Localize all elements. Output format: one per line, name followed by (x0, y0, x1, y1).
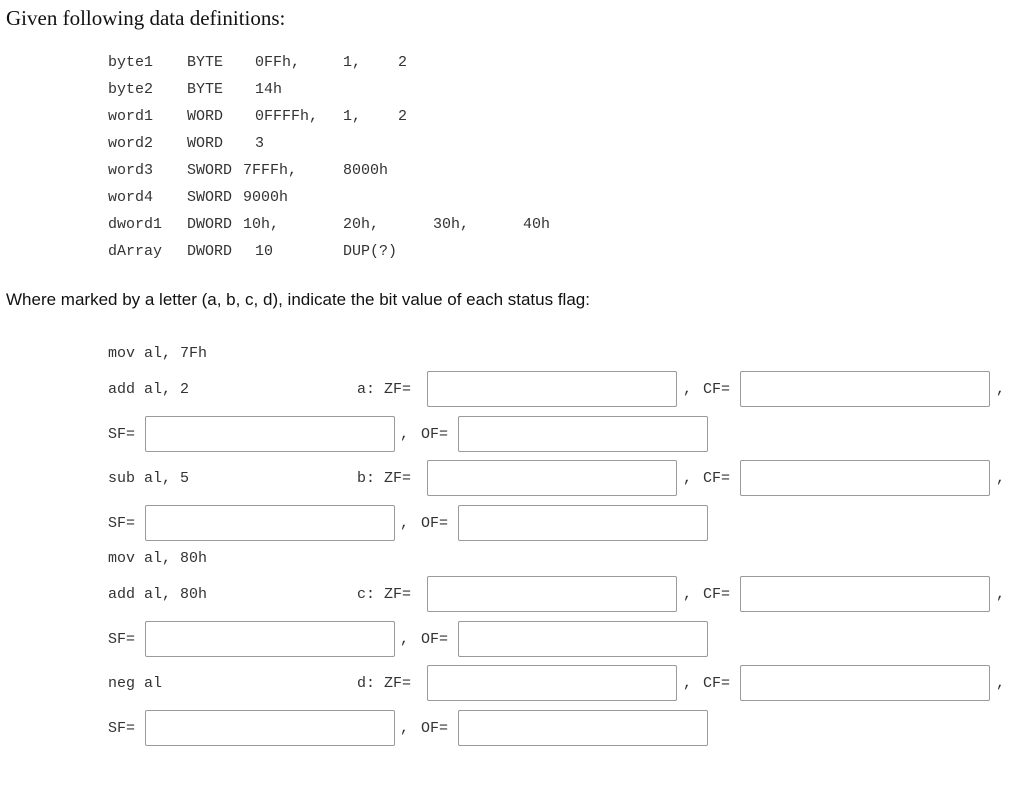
def-value: 3 (255, 135, 265, 152)
flag-label-a-zf: a: ZF= (357, 381, 412, 398)
flag-label-cf: CF= (703, 675, 731, 692)
def-name: dword1 (108, 216, 163, 233)
flag-label-of: OF= (421, 720, 449, 737)
c-cf-input[interactable] (740, 576, 990, 612)
flag-label-b-zf: b: ZF= (357, 470, 412, 487)
def-type: SWORD (187, 189, 233, 206)
def-name: word2 (108, 135, 154, 152)
c-sf-input[interactable] (145, 621, 395, 657)
a-sf-input[interactable] (145, 416, 395, 452)
comma: , (996, 470, 1006, 487)
code-line: add al, 2 (108, 381, 190, 398)
def-type: DWORD (187, 216, 233, 233)
def-name: byte1 (108, 54, 154, 71)
comma: , (400, 631, 410, 648)
d-zf-input[interactable] (427, 665, 677, 701)
b-sf-input[interactable] (145, 505, 395, 541)
flag-label-c-zf: c: ZF= (357, 586, 412, 603)
def-type: BYTE (187, 54, 224, 71)
b-of-input[interactable] (458, 505, 708, 541)
flag-label-of: OF= (421, 515, 449, 532)
flag-label-of: OF= (421, 426, 449, 443)
a-of-input[interactable] (458, 416, 708, 452)
def-name: dArray (108, 243, 163, 260)
def-value: 2 (398, 108, 408, 125)
def-value: 0FFFFh, (255, 108, 319, 125)
def-name: word4 (108, 189, 154, 206)
def-value: 10 (255, 243, 274, 260)
page-heading: Given following data definitions: (6, 6, 286, 30)
def-type: WORD (187, 135, 224, 152)
flag-label-d-zf: d: ZF= (357, 675, 412, 692)
comma: , (400, 515, 410, 532)
def-value: 1, (343, 54, 362, 71)
comma: , (400, 720, 410, 737)
def-value: 2 (398, 54, 408, 71)
def-value: 40h (523, 216, 551, 233)
def-value: DUP(?) (343, 243, 398, 260)
code-line: neg al (108, 675, 163, 692)
d-cf-input[interactable] (740, 665, 990, 701)
flag-label-sf: SF= (108, 426, 136, 443)
def-value: 10h, (243, 216, 280, 233)
def-name: word3 (108, 162, 154, 179)
c-zf-input[interactable] (427, 576, 677, 612)
comma: , (683, 381, 693, 398)
def-value: 0FFh, (255, 54, 301, 71)
comma: , (996, 381, 1006, 398)
code-line: add al, 80h (108, 586, 208, 603)
b-zf-input[interactable] (427, 460, 677, 496)
d-of-input[interactable] (458, 710, 708, 746)
c-of-input[interactable] (458, 621, 708, 657)
def-value: 14h (255, 81, 283, 98)
def-type: BYTE (187, 81, 224, 98)
comma: , (996, 675, 1006, 692)
def-value: 1, (343, 108, 362, 125)
def-name: word1 (108, 108, 154, 125)
def-value: 30h, (433, 216, 470, 233)
d-sf-input[interactable] (145, 710, 395, 746)
flag-label-cf: CF= (703, 381, 731, 398)
flag-label-sf: SF= (108, 720, 136, 737)
def-name: byte2 (108, 81, 154, 98)
instruction-text: Where marked by a letter (a, b, c, d), indicate the bit value of each status flag: (6, 290, 590, 309)
a-cf-input[interactable] (740, 371, 990, 407)
comma: , (683, 470, 693, 487)
code-line: sub al, 5 (108, 470, 190, 487)
def-type: SWORD (187, 162, 233, 179)
def-type: DWORD (187, 243, 233, 260)
b-cf-input[interactable] (740, 460, 990, 496)
flag-label-cf: CF= (703, 470, 731, 487)
flag-label-cf: CF= (703, 586, 731, 603)
def-type: WORD (187, 108, 224, 125)
comma: , (683, 675, 693, 692)
comma: , (683, 586, 693, 603)
flag-label-sf: SF= (108, 515, 136, 532)
flag-label-of: OF= (421, 631, 449, 648)
flag-label-sf: SF= (108, 631, 136, 648)
def-value: 9000h (243, 189, 289, 206)
a-zf-input[interactable] (427, 371, 677, 407)
def-value: 7FFFh, (243, 162, 298, 179)
comma: , (996, 586, 1006, 603)
code-line: mov al, 7Fh (108, 345, 208, 362)
def-value: 8000h (343, 162, 389, 179)
def-value: 20h, (343, 216, 380, 233)
comma: , (400, 426, 410, 443)
code-line: mov al, 80h (108, 550, 208, 567)
